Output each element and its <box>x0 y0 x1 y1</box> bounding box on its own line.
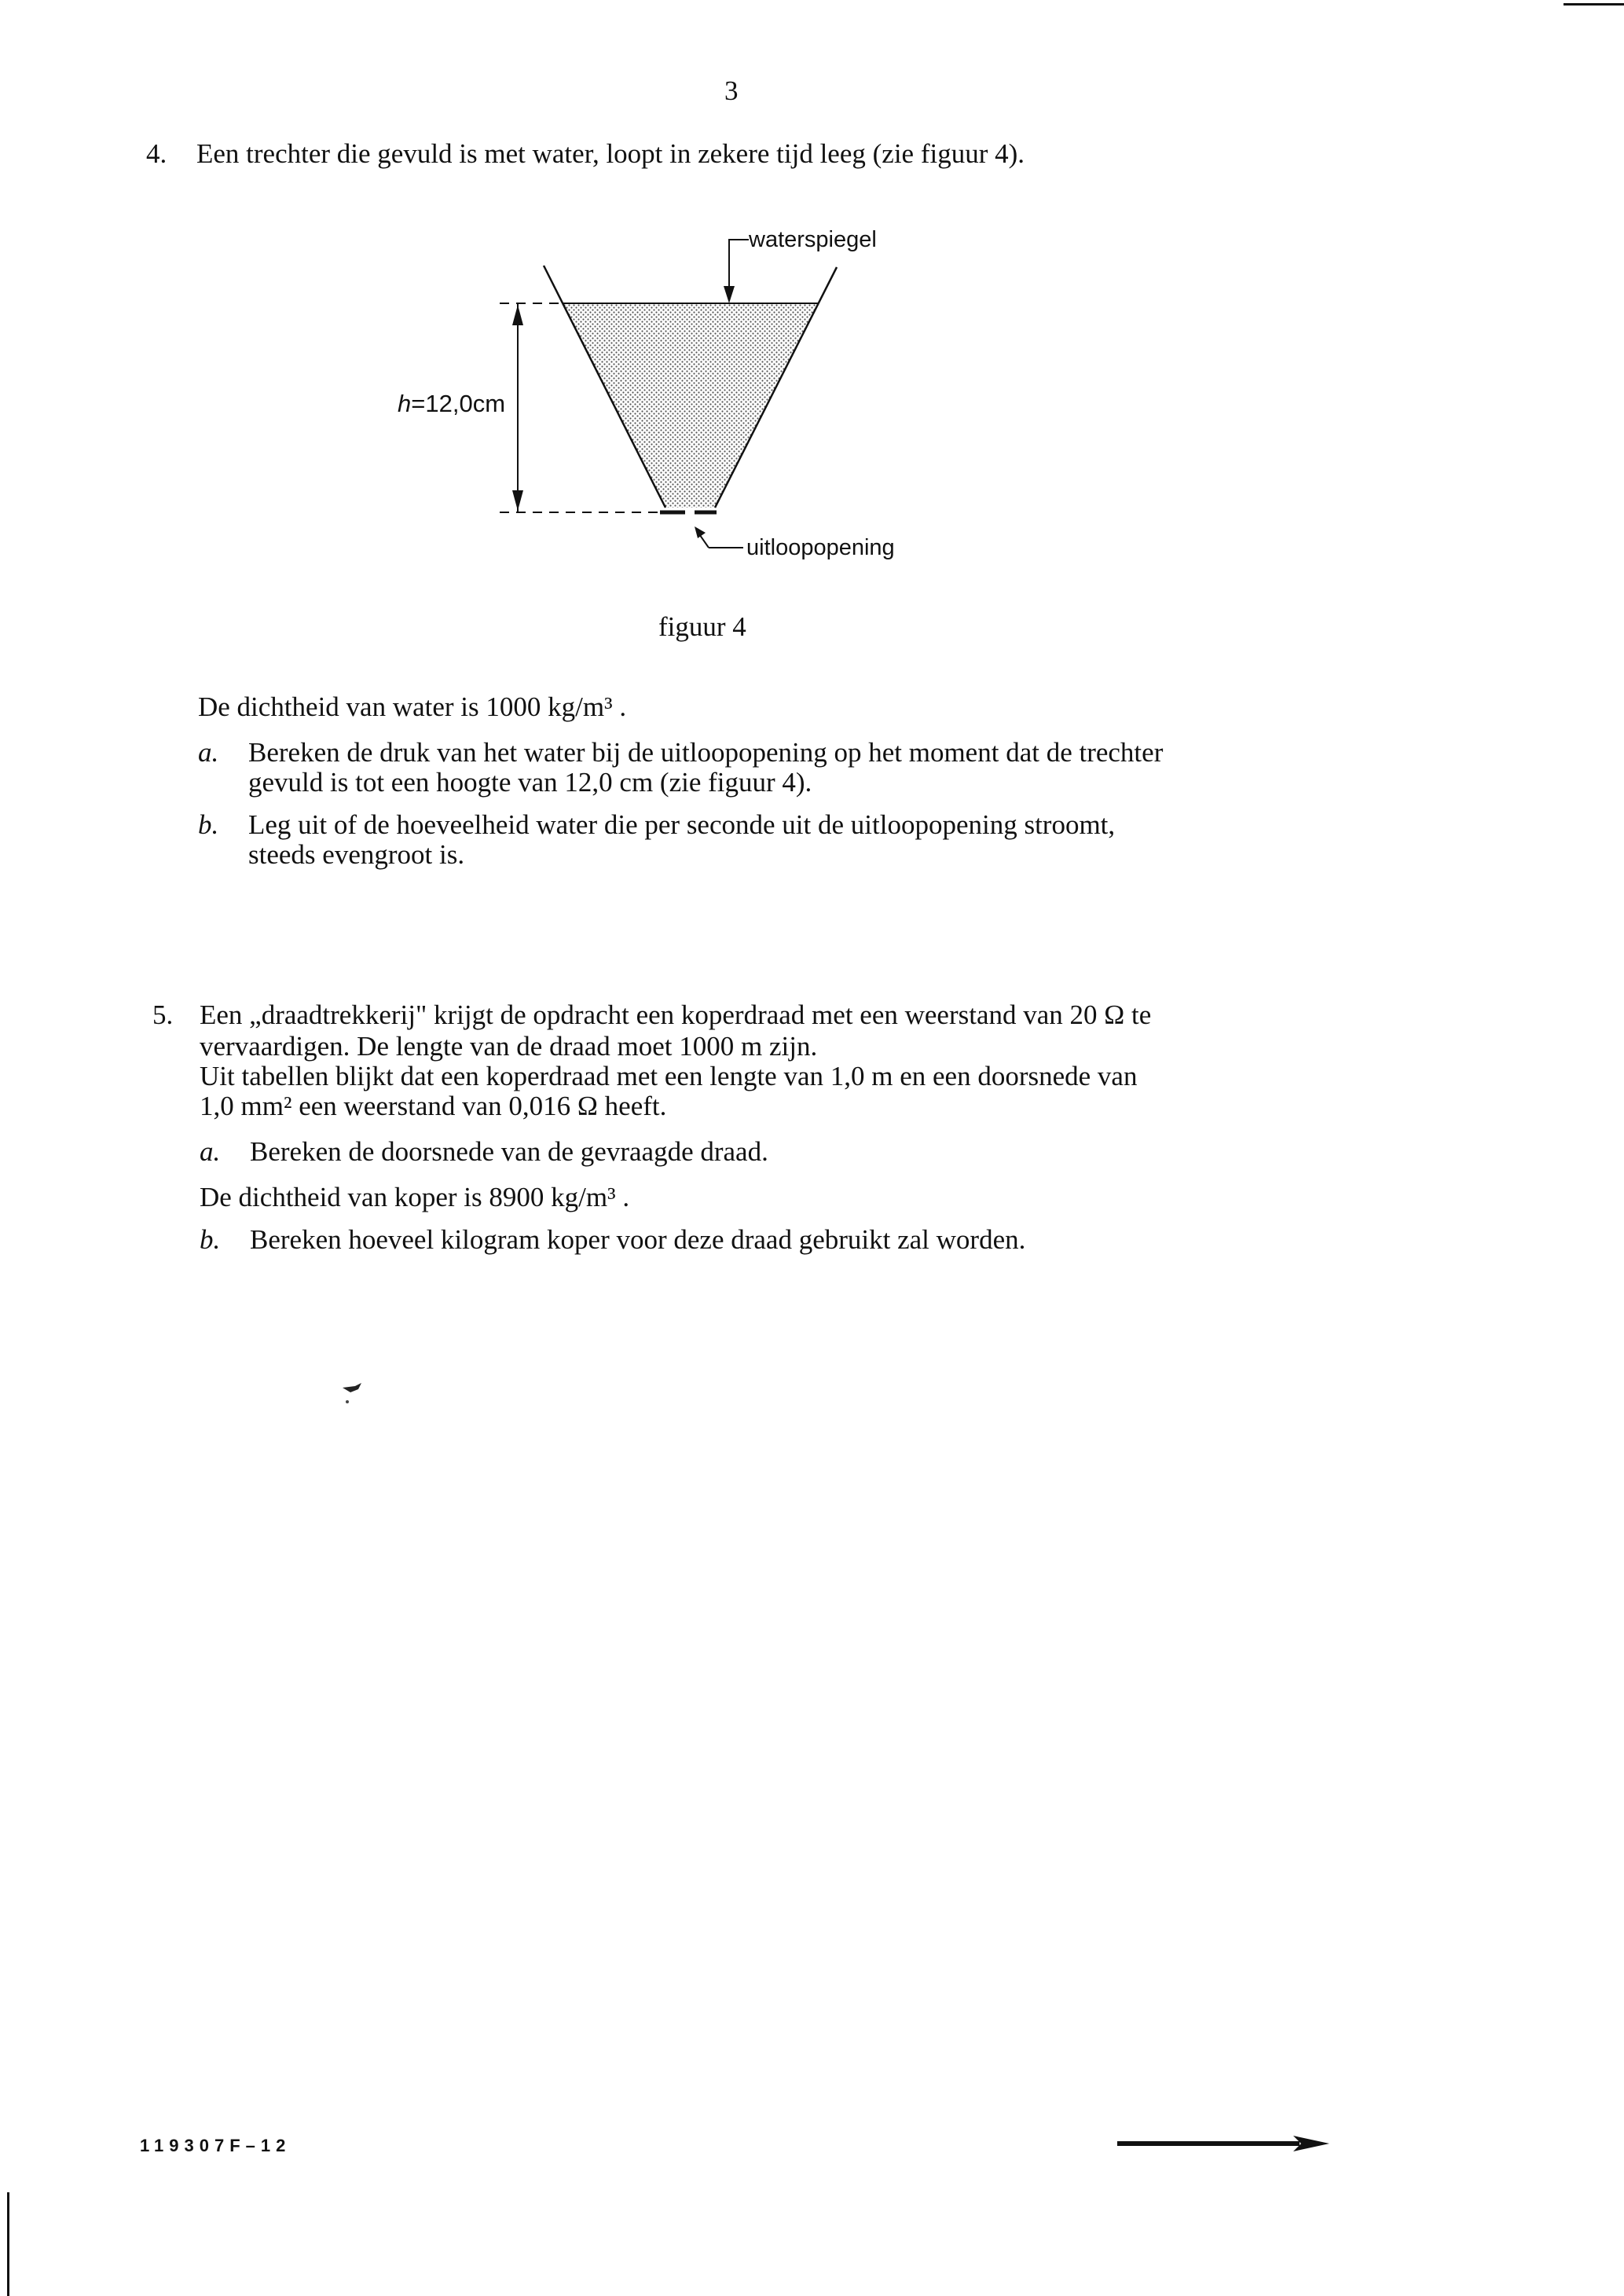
q4-intro: Een trechter die gevuld is met water, loopt in zekere tijd leeg (zie figuur 4). <box>196 138 1025 169</box>
q5-intro-line2: vervaardigen. De lengte van de draad moet 1000 m zijn. <box>200 1031 818 1062</box>
height-arrow-bottom <box>512 490 523 511</box>
q4b-line1: Leg uit of de hoeveelheid water die per seconde uit de uitloopopening stroomt, <box>248 809 1116 840</box>
uitloopopening-arrow <box>695 526 706 538</box>
height-arrow-top <box>512 305 523 325</box>
waterspiegel-arrow <box>724 286 735 303</box>
q5a-text: Bereken de doorsnede van de gevraagde draad. <box>250 1136 768 1167</box>
q4a-line2: gevuld is tot een hoogte van 12,0 cm (zie figuur 4). <box>248 767 812 798</box>
q5b-text: Bereken hoeveel kilogram koper voor deze draad gebruikt zal worden. <box>250 1224 1026 1255</box>
q5-number: 5. <box>152 999 174 1030</box>
q5-intro-line1: Een „draadtrekkerij" krijgt de opdracht een koperdraad met een weerstand van 20 Ω te <box>200 999 1152 1030</box>
q5-density: De dichtheid van koper is 8900 kg/m³ . <box>200 1182 630 1212</box>
q4b-line2: steeds evengroot is. <box>248 839 465 870</box>
funnel-figure <box>0 0 1624 597</box>
footer-code: 119307F–12 <box>140 2136 291 2155</box>
left-edge-mark <box>7 2192 9 2296</box>
water-fill <box>563 303 819 508</box>
label-uitloopopening: uitloopopening <box>746 535 895 560</box>
top-right-edge-line <box>1564 3 1624 6</box>
ink-smudge <box>338 1380 369 1411</box>
q4b-letter: b. <box>198 809 219 840</box>
q5a-letter: a. <box>200 1136 221 1167</box>
q4a-line1: Bereken de druk van het water bij de uitloopopening op het moment dat de trechter <box>248 737 1164 768</box>
right-arrow-icon <box>1114 2131 1334 2156</box>
label-height-value: =12,0cm <box>411 390 506 417</box>
q5-intro-line4: 1,0 mm² een weerstand van 0,016 Ω heeft. <box>200 1091 667 1121</box>
q4-density: De dichtheid van water is 1000 kg/m³ . <box>198 691 627 722</box>
label-height-var: h <box>398 390 412 417</box>
waterspiegel-leader <box>729 240 749 292</box>
q5b-letter: b. <box>200 1224 221 1255</box>
label-height <box>398 390 505 418</box>
q4-number: 4. <box>146 138 167 169</box>
q5-intro-line3: Uit tabellen blijkt dat een koperdraad met een lengte van 1,0 m en een doorsnede van <box>200 1061 1138 1091</box>
page-number: 3 <box>724 75 739 106</box>
label-waterspiegel: waterspiegel <box>749 227 877 252</box>
figure-caption: figuur 4 <box>658 611 746 642</box>
q4a-letter: a. <box>198 737 219 768</box>
